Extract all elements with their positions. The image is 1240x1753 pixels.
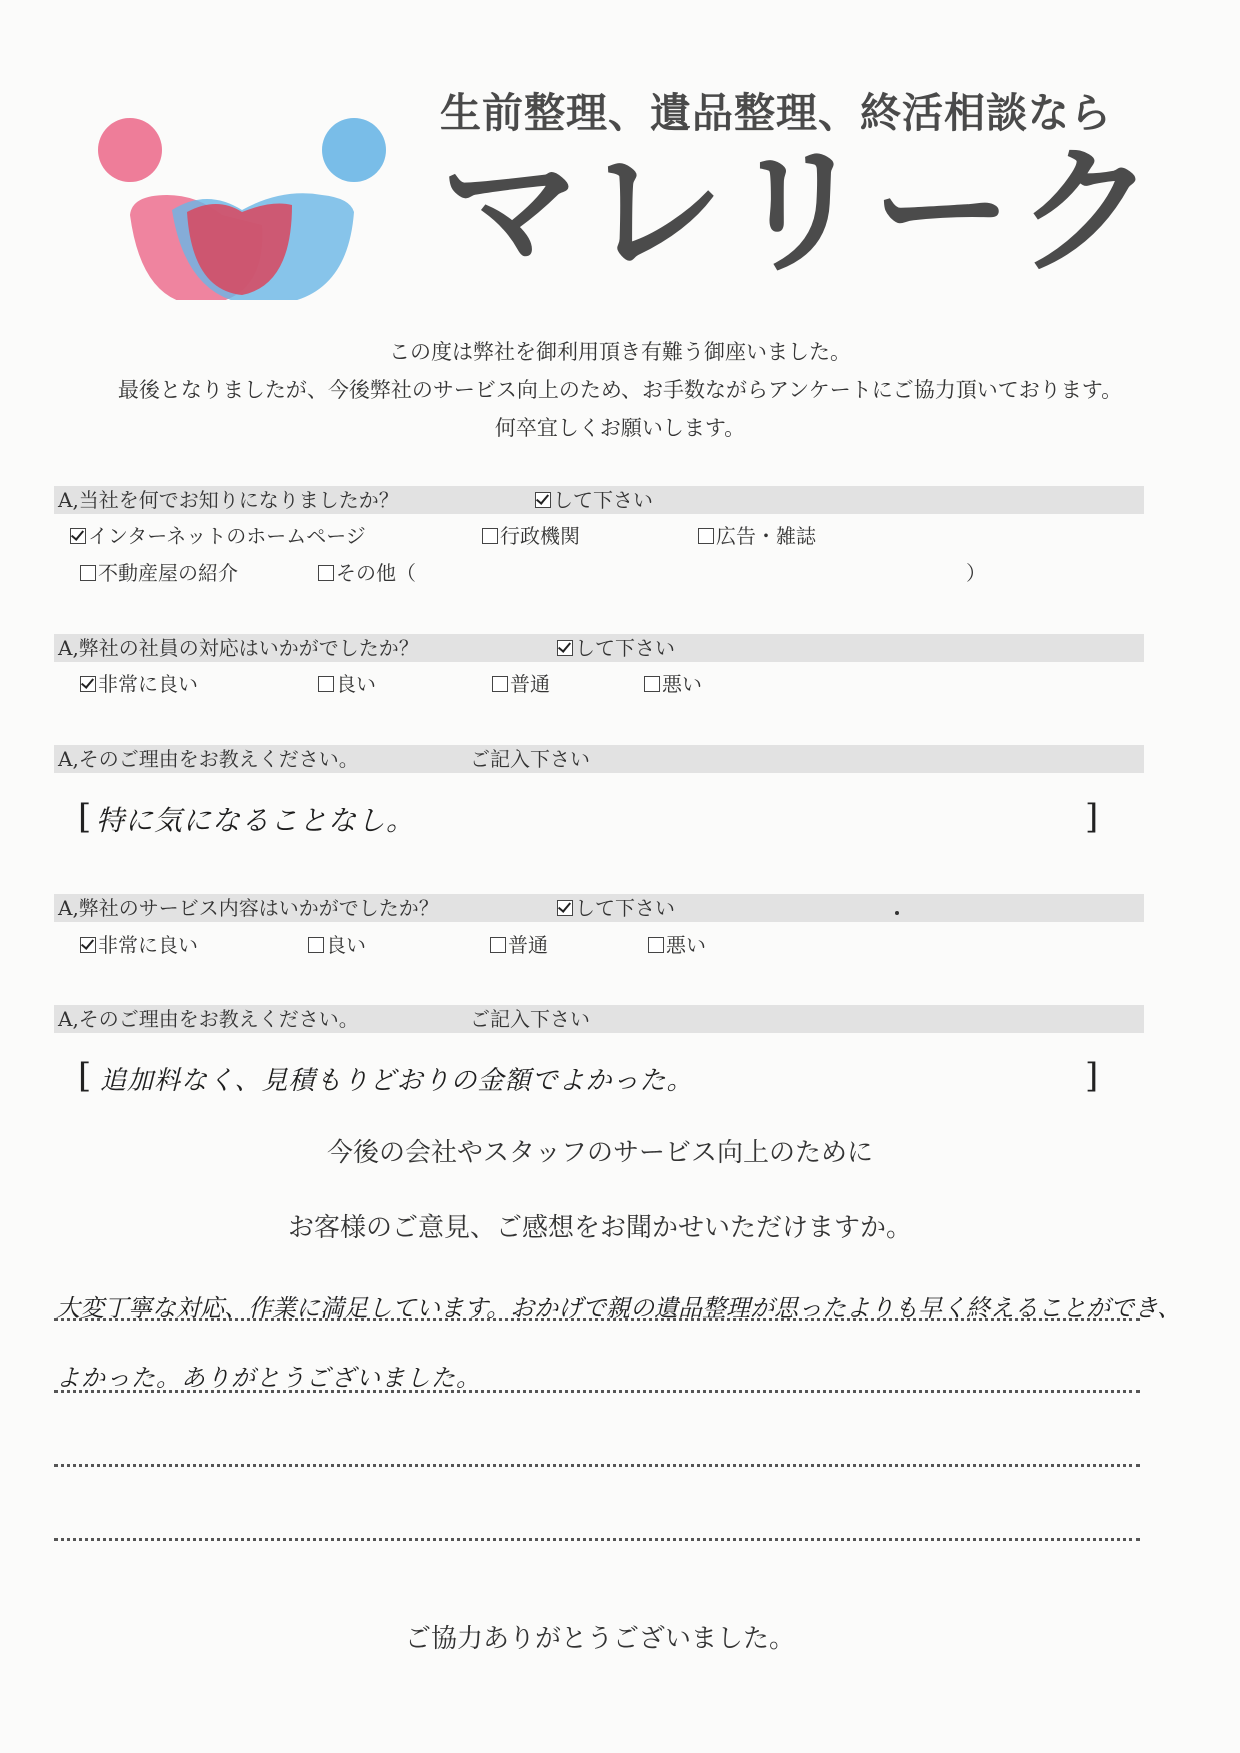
closing-message: ご協力ありがとうございました。: [404, 1624, 795, 1654]
intro-line-3: 何卒宜しくお願いします。: [494, 416, 746, 440]
q2-option-good[interactable]: 良い: [318, 670, 376, 698]
question-2: A,弊社の社員の対応はいかがでしたか？: [58, 636, 419, 660]
question-2-instruction: して下さい: [557, 634, 675, 662]
writing-line-1: [54, 1318, 1140, 1321]
checkbox-example-icon: [557, 640, 573, 656]
q4-option-very-good[interactable]: 非常に良い: [80, 931, 198, 959]
q1-other-close-paren: ）: [966, 561, 986, 585]
q2-option-bad[interactable]: 悪い: [644, 670, 702, 698]
question-1-instruction: して下さい: [535, 486, 653, 514]
question-4-instruction: して下さい: [557, 894, 675, 922]
q1-option-other[interactable]: その他（: [318, 559, 416, 587]
tagline: 生前整理、遺品整理、終活相談なら: [440, 89, 1112, 137]
checkbox-icon[interactable]: [698, 528, 714, 544]
q4-option-good[interactable]: 良い: [308, 931, 366, 959]
intro-line-1: この度は弊社を御利用頂き有難う御座いました。: [389, 340, 851, 364]
stray-mark: [895, 911, 899, 915]
q4-option-normal[interactable]: 普通: [490, 931, 548, 959]
writing-line-2: [54, 1390, 1140, 1393]
question-5-instruction: ご記入下さい: [470, 1007, 590, 1031]
q2-option-very-good[interactable]: 非常に良い: [80, 670, 198, 698]
question-4: A,弊社のサービス内容はいかがでしたか？: [58, 896, 439, 920]
writing-line-3: [54, 1464, 1140, 1467]
q1-option-advertisement[interactable]: 広告・雑誌: [698, 522, 816, 550]
q4-option-bad[interactable]: 悪い: [648, 931, 706, 959]
answer-bracket-open: [: [78, 1056, 92, 1096]
checkbox-icon[interactable]: [318, 676, 334, 692]
checkbox-example-icon: [535, 492, 551, 508]
checkbox-icon[interactable]: [80, 676, 96, 692]
logo-blue-dot: [322, 118, 386, 182]
writing-line-4: [54, 1538, 1140, 1541]
checkbox-icon[interactable]: [80, 565, 96, 581]
q1-option-internet[interactable]: インターネットのホームページ: [70, 522, 366, 550]
checkbox-icon[interactable]: [648, 937, 664, 953]
checkbox-icon[interactable]: [308, 937, 324, 953]
checkbox-icon[interactable]: [70, 528, 86, 544]
checkbox-icon[interactable]: [482, 528, 498, 544]
feedback-prompt-1: 今後の会社やスタッフのサービス向上のために: [326, 1138, 873, 1168]
answer-bracket-close: ]: [1085, 797, 1099, 837]
brand-name: マレリーク: [440, 131, 1161, 294]
q1-option-government[interactable]: 行政機関: [482, 522, 580, 550]
answer-bracket-open: [: [78, 797, 92, 837]
question-3-instruction: ご記入下さい: [470, 747, 590, 771]
intro-line-2: 最後となりましたが、今後弊社のサービス向上のため、お手数ながらアンケートにご協力頂いております。: [117, 378, 1123, 402]
feedback-handwritten-line-2[interactable]: よかった。ありがとうございました。: [56, 1364, 481, 1392]
checkbox-icon[interactable]: [644, 676, 660, 692]
q3-handwritten-answer[interactable]: 特に気になることなし。: [96, 804, 416, 837]
question-1: A,当社を何でお知りになりましたか？: [58, 488, 399, 512]
question-3: A,そのご理由をお教えください。: [58, 747, 359, 771]
logo-pink-dot: [98, 118, 162, 182]
company-logo: [92, 100, 402, 300]
checkbox-example-icon: [557, 900, 573, 916]
checkbox-icon[interactable]: [492, 676, 508, 692]
checkbox-icon[interactable]: [80, 937, 96, 953]
q5-handwritten-answer[interactable]: 追加料なく、見積もりどおりの金額でよかった。: [100, 1066, 694, 1096]
checkbox-icon[interactable]: [490, 937, 506, 953]
q1-option-realestate[interactable]: 不動産屋の紹介: [80, 559, 238, 587]
checkbox-icon[interactable]: [318, 565, 334, 581]
question-5: A,そのご理由をお教えください。: [58, 1007, 359, 1031]
feedback-handwritten-line-1[interactable]: 大変丁寧な対応、作業に満足しています。おかげで親の遺品整理が思ったよりも早く終えることができ、: [56, 1294, 1182, 1322]
q2-option-normal[interactable]: 普通: [492, 670, 550, 698]
answer-bracket-close: ]: [1085, 1056, 1099, 1096]
feedback-prompt-2: お客様のご意見、ご感想をお聞かせいただけますか。: [287, 1213, 912, 1243]
